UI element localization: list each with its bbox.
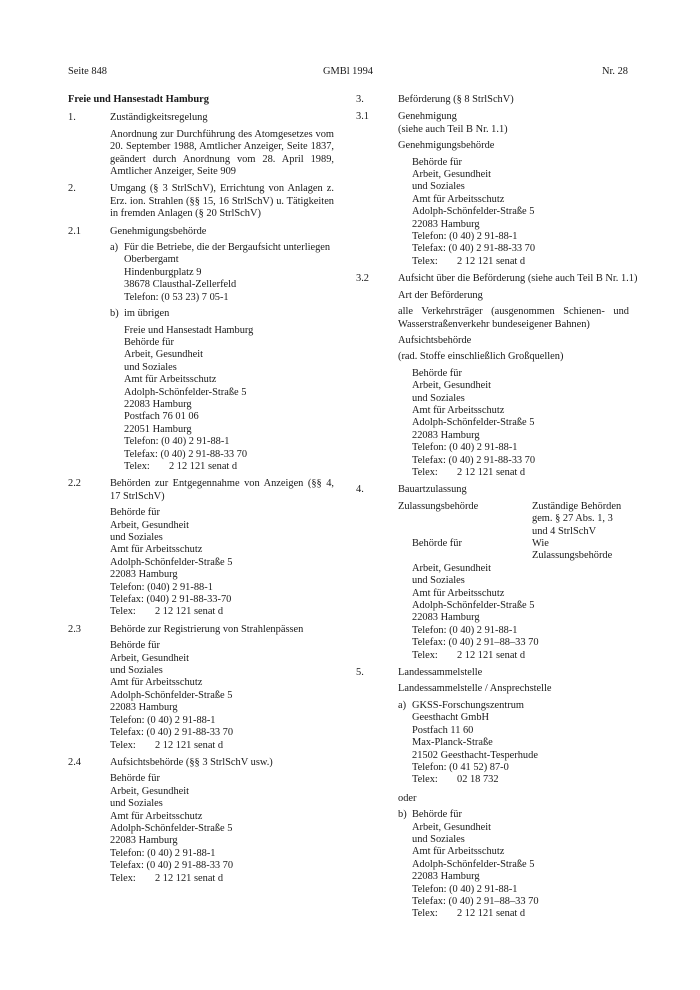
section-3 xyxy=(356,94,629,106)
telex-value: 2 12 121 senat d xyxy=(169,460,238,472)
publication-name: GMBl 1994 xyxy=(323,66,373,77)
page-number: Seite 848 xyxy=(68,66,107,77)
material-note: (rad. Stoffe einschließlich Großquellen) xyxy=(398,351,564,363)
fax-label: Telefax: xyxy=(412,895,446,907)
section-number: 2.1 xyxy=(68,225,81,237)
phone-label: Telefon: xyxy=(124,291,159,303)
approval-table xyxy=(398,501,629,538)
approval-table-row xyxy=(398,538,629,563)
address-line: Adolph-Schönfelder-Straße 5 xyxy=(412,600,535,612)
authority-label: Aufsichtsbehörde xyxy=(398,334,472,346)
fax-value: (040) 2 91-88-33-70 xyxy=(146,594,232,606)
address-line: Adolph-Schönfelder-Straße 5 xyxy=(124,386,247,398)
telex-label: Telex: xyxy=(110,606,136,618)
address-line: Amt für Arbeitsschutz xyxy=(110,810,203,822)
address-line: Adolph-Schönfelder-Straße 5 xyxy=(110,822,233,834)
address-line: 22083 Hamburg xyxy=(412,871,480,883)
section-3-2 xyxy=(356,273,638,285)
section-2-3 xyxy=(68,624,334,636)
fax-line xyxy=(412,243,629,255)
address-line: Arbeit, Gesundheit xyxy=(412,169,492,181)
section-number: 2.3 xyxy=(68,623,81,635)
address-line: Adolph-Schönfelder-Straße 5 xyxy=(110,556,233,568)
phone-value: (0 40) 2 91-88-1 xyxy=(449,624,518,636)
address-line: und Soziales xyxy=(412,181,465,193)
section-number: 3.1 xyxy=(356,111,369,123)
address-block xyxy=(398,538,532,563)
telex-label: Telex: xyxy=(110,872,136,884)
telex-label: Telex: xyxy=(412,774,438,786)
address-block xyxy=(412,563,629,662)
phone-label: Telefon: xyxy=(412,231,447,243)
address-line: Behörde für xyxy=(124,336,174,348)
address-block xyxy=(110,507,334,619)
fax-label: Telefax: xyxy=(110,594,144,606)
item-text: Für die Betriebe, die der Bergaufsicht unterliegen xyxy=(124,242,331,254)
address-line: Hindenburgplatz 9 xyxy=(124,266,202,278)
address-block xyxy=(412,157,629,269)
address-line: Amt für Arbeitsschutz xyxy=(110,544,203,556)
phone-label: Telefon: xyxy=(110,847,145,859)
address-line: Freie und Hansestadt Hamburg xyxy=(124,324,254,336)
address-line: Arbeit, Gesundheit xyxy=(412,380,492,392)
phone-line xyxy=(110,715,334,727)
section-1 xyxy=(68,112,334,124)
telex-value: 2 12 121 senat d xyxy=(155,739,224,751)
fax-line xyxy=(124,449,334,461)
subsection-b xyxy=(110,308,334,473)
phone-value: (0 40) 2 91-88-1 xyxy=(147,714,216,726)
address-line: 22083 Hamburg xyxy=(412,429,480,441)
fax-value: (0 40) 2 91-88-33 70 xyxy=(448,454,536,466)
phone-value: (0 40) 2 91-88-1 xyxy=(449,442,518,454)
fax-line xyxy=(412,455,629,467)
telex-line xyxy=(110,873,334,885)
address-block xyxy=(110,773,334,885)
address-line: 22051 Hamburg xyxy=(124,423,192,435)
section-heading: Genehmigungsbehörde xyxy=(110,225,207,237)
section-heading: Aufsichtsbehörde (§§ 3 StrlSchV usw.) xyxy=(110,756,273,768)
fax-line xyxy=(110,594,334,606)
section-heading: Behörde zur Registrierung von Strahlenpässen xyxy=(110,623,304,635)
subsection-b xyxy=(398,809,629,921)
address-block xyxy=(124,254,334,304)
subsection-a xyxy=(398,700,629,787)
phone-value: (0 41 52) 87-0 xyxy=(449,761,509,773)
item-text: im übrigen xyxy=(124,308,170,320)
telex-label: Telex: xyxy=(412,649,438,661)
telex-label: Telex: xyxy=(124,460,150,472)
address-line: 22083 Hamburg xyxy=(110,702,178,714)
telex-value: 2 12 121 senat d xyxy=(155,606,224,618)
address-line: und Soziales xyxy=(412,833,465,845)
telex-line xyxy=(412,467,629,479)
telex-line xyxy=(110,740,334,752)
item-letter: a) xyxy=(398,699,407,711)
phone-value: (0 40) 2 91-88-1 xyxy=(161,436,230,448)
address-line: Geesthacht GmbH xyxy=(412,712,490,724)
phone-value: (0 40) 2 91-88-1 xyxy=(147,847,216,859)
address-line: Adolph-Schönfelder-Straße 5 xyxy=(412,858,535,870)
section-number: 2. xyxy=(68,183,76,195)
address-line: Postfach 11 60 xyxy=(412,724,474,736)
address-line: Arbeit, Gesundheit xyxy=(412,821,492,833)
address-line: Behörde für xyxy=(412,367,462,379)
fax-label: Telefax: xyxy=(412,243,446,255)
telex-value: 2 12 121 senat d xyxy=(457,466,526,478)
telex-label: Telex: xyxy=(412,908,438,920)
section-2-4 xyxy=(68,757,334,769)
address-line: Arbeit, Gesundheit xyxy=(124,349,204,361)
section-number: 2.4 xyxy=(68,756,81,768)
approval-authority-label: Zulassungsbehörde xyxy=(398,500,479,512)
address-line: 38678 Clausthal-Zellerfeld xyxy=(124,279,237,291)
telex-label: Telex: xyxy=(110,739,136,751)
telex-value: 2 12 121 senat d xyxy=(457,908,526,920)
section-2 xyxy=(68,183,334,220)
address-block xyxy=(124,325,334,474)
address-line: Arbeit, Gesundheit xyxy=(412,562,492,574)
or-separator: oder xyxy=(398,792,417,804)
fax-value: (0 40) 2 91-88-33 70 xyxy=(146,727,234,739)
section-heading: Zuständigkeitsregelung xyxy=(110,112,208,124)
reference-note: (siehe auch Teil B Nr. 1.1) xyxy=(398,123,508,135)
section-number: 3. xyxy=(356,94,364,105)
section-heading: Umgang (§ 3 StrlSchV), Errichtung von Anlagen z. Erz. ion. Strahlen (§§ 15, 16 StrlSchV) u. Tätigkeiten in fremden Anlagen (§ 20 StrlSchV) xyxy=(110,183,334,220)
competent-authorities-line: gem. § 27 Abs. 1, 3 xyxy=(532,513,613,525)
item-letter: b) xyxy=(398,809,407,821)
phone-label: Telefon: xyxy=(124,436,159,448)
section-heading: Behörden zur Entgegennahme von Anzeigen (§§ 4, 17 StrlSchV) xyxy=(110,478,334,502)
section-number: 3.2 xyxy=(356,273,369,285)
fax-label: Telefax: xyxy=(110,727,144,739)
telex-line xyxy=(412,908,629,920)
fax-label: Telefax: xyxy=(124,448,158,460)
phone-line xyxy=(124,292,334,304)
telex-value: 2 12 121 senat d xyxy=(457,255,526,267)
section-number: 5. xyxy=(356,667,364,679)
address-line: Amt für Arbeitsschutz xyxy=(412,404,505,416)
fax-value: (0 40) 2 91-88-33 70 xyxy=(160,448,248,460)
authority-label: Genehmigungsbehörde xyxy=(398,140,495,152)
competent-authorities-line: Zuständige Behörden xyxy=(532,500,622,512)
telex-line xyxy=(124,461,334,473)
address-line: Oberbergamt xyxy=(124,254,179,266)
telex-value: 2 12 121 senat d xyxy=(457,649,526,661)
page-header xyxy=(68,66,628,80)
fax-value: (0 40) 2 91–88–33 70 xyxy=(448,637,539,649)
phone-line xyxy=(412,762,629,774)
address-line: Arbeit, Gesundheit xyxy=(110,652,190,664)
address-line: Amt für Arbeitsschutz xyxy=(124,374,217,386)
address-line: 21502 Geesthacht-Tesperhude xyxy=(412,749,538,761)
issue-number: Nr. 28 xyxy=(602,66,628,77)
transport-type-label: Art der Beförderung xyxy=(398,289,483,301)
address-block xyxy=(412,368,629,480)
telex-value: 02 18 732 xyxy=(457,774,499,786)
address-line: Arbeit, Gesundheit xyxy=(110,519,190,531)
address-line: Adolph-Schönfelder-Straße 5 xyxy=(110,689,233,701)
section-5 xyxy=(356,667,629,679)
address-line: Behörde für xyxy=(412,156,462,168)
section-4 xyxy=(356,484,629,496)
address-line: Behörde für xyxy=(412,809,462,821)
address-line: 22083 Hamburg xyxy=(110,569,178,581)
phone-line xyxy=(412,231,629,243)
fax-label: Telefax: xyxy=(110,860,144,872)
address-line: Postfach 76 01 06 xyxy=(124,411,199,423)
collection-point-label: Landessammelstelle / Ansprechstelle xyxy=(398,683,552,695)
address-block xyxy=(412,700,629,787)
telex-line xyxy=(412,650,629,662)
address-line: und Soziales xyxy=(110,798,163,810)
fax-value: (0 40) 2 91-88-33 70 xyxy=(448,243,536,255)
telex-line xyxy=(412,774,629,786)
phone-line xyxy=(110,582,334,594)
telex-line xyxy=(110,606,334,618)
address-line: und Soziales xyxy=(124,361,177,373)
section-heading: Bauartzulassung xyxy=(398,484,467,496)
address-line: Max-Planck-Straße xyxy=(412,737,493,749)
address-line: und Soziales xyxy=(110,532,163,543)
section-heading: Genehmigung xyxy=(398,111,457,123)
fax-line xyxy=(412,896,629,908)
phone-label: Telefon: xyxy=(110,581,145,593)
fax-value: (0 40) 2 91-88-33 70 xyxy=(146,860,234,872)
item-letter: a) xyxy=(110,242,119,254)
address-block xyxy=(110,640,334,752)
competent-authorities-line: und 4 StrlSchV xyxy=(532,525,597,537)
section-heading: Landessammelstelle xyxy=(398,667,483,679)
fax-label: Telefax: xyxy=(412,454,446,466)
address-line: und Soziales xyxy=(412,575,465,587)
fax-line xyxy=(110,860,334,872)
address-line: Adolph-Schönfelder-Straße 5 xyxy=(412,206,535,218)
phone-value: (0 53 23) 7 05-1 xyxy=(161,291,229,303)
phone-line xyxy=(412,884,629,896)
telex-value: 2 12 121 senat d xyxy=(155,872,224,884)
address-line: Amt für Arbeitsschutz xyxy=(412,193,505,205)
item-letter: b) xyxy=(110,308,119,320)
address-line: 22083 Hamburg xyxy=(412,218,480,230)
address-line: Adolph-Schönfelder-Straße 5 xyxy=(412,417,535,429)
subsection-a xyxy=(110,242,334,304)
section-3-1 xyxy=(356,111,629,136)
fax-line xyxy=(110,727,334,739)
section-number: 2.2 xyxy=(68,478,81,490)
phone-value: (040) 2 91-88-1 xyxy=(147,581,213,593)
carrier-text: alle Verkehrsträger (ausgenommen Schienen- und Wasserstraßenverkehr bundeseigener Bahnen) xyxy=(398,306,629,330)
section-2-2 xyxy=(68,478,334,503)
phone-label: Telefon: xyxy=(110,714,145,726)
address-line: 22083 Hamburg xyxy=(110,835,178,847)
right-column xyxy=(356,94,638,921)
section-2-1 xyxy=(68,226,334,238)
telex-label: Telex: xyxy=(412,466,438,478)
address-line: Amt für Arbeitsschutz xyxy=(412,587,505,599)
phone-line xyxy=(110,848,334,860)
address-line: und Soziales xyxy=(412,392,465,404)
phone-line xyxy=(412,625,629,637)
phone-line xyxy=(412,442,629,454)
address-line: Behörde für xyxy=(412,538,462,549)
section-title: Freie und Hansestadt Hamburg xyxy=(68,94,209,105)
address-line: Behörde für xyxy=(110,773,160,785)
address-line: 22083 Hamburg xyxy=(124,398,192,410)
phone-line xyxy=(124,436,334,448)
section-heading: Aufsicht über die Beförderung (siehe auch Teil B Nr. 1.1) xyxy=(398,273,638,285)
phone-value: (0 40) 2 91-88-1 xyxy=(449,231,518,243)
phone-label: Telefon: xyxy=(412,883,447,895)
telex-line xyxy=(412,256,629,268)
phone-label: Telefon: xyxy=(412,761,447,773)
same-as-label: Wie Zulassungsbehörde xyxy=(532,538,613,562)
phone-value: (0 40) 2 91-88-1 xyxy=(449,883,518,895)
section-number: 4. xyxy=(356,484,364,496)
left-column xyxy=(68,94,334,885)
section-heading: Beförderung (§ 8 StrlSchV) xyxy=(398,94,514,105)
telex-label: Telex: xyxy=(412,255,438,267)
fax-label: Telefax: xyxy=(412,637,446,649)
regulation-text: Anordnung zur Durchführung des Atomgesetzes vom 20. September 1988, Amtlicher Anzeiger, Seite 1837, geändert durch Anordnung vom 28. April 1989, Amtlicher Anzeiger, Seite 909 xyxy=(110,128,334,178)
fax-value: (0 40) 2 91–88–33 70 xyxy=(448,895,539,907)
section-number: 1. xyxy=(68,112,76,124)
address-line: und Soziales xyxy=(110,665,163,677)
address-line: Behörde für xyxy=(110,640,160,652)
fax-line xyxy=(412,637,629,649)
address-line: Amt für Arbeitsschutz xyxy=(412,846,505,858)
address-line: Behörde für xyxy=(110,507,160,519)
competent-authorities xyxy=(532,501,629,538)
address-block xyxy=(412,809,629,921)
phone-label: Telefon: xyxy=(412,442,447,454)
address-line: Arbeit, Gesundheit xyxy=(110,785,190,797)
address-line: 22083 Hamburg xyxy=(412,612,480,624)
address-line: GKSS-Forschungszentrum xyxy=(412,699,524,711)
address-line: Amt für Arbeitsschutz xyxy=(110,677,203,689)
phone-label: Telefon: xyxy=(412,624,447,636)
